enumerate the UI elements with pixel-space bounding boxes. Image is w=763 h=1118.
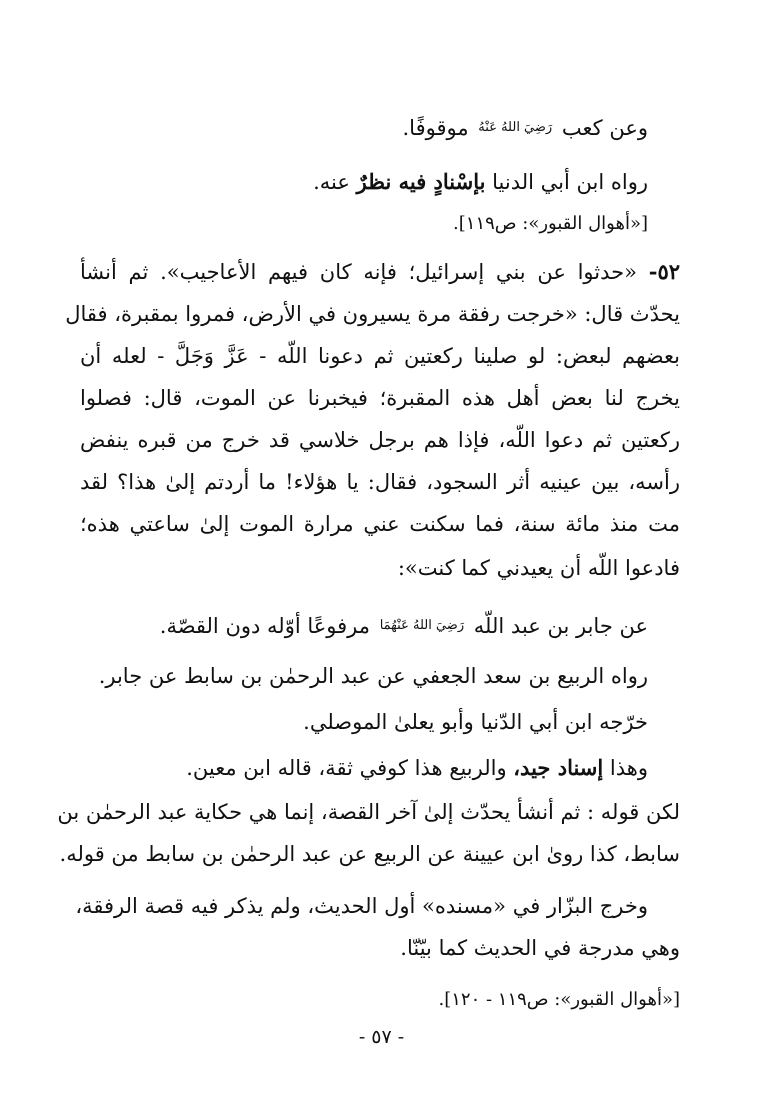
hadith-52-line-1: ٥٢- «حدثوا عن بني إسرائيل؛ فإنه كان فيهم الأعاجيب». ثم أنشأ — [80, 259, 680, 284]
hadith-52-line-5: ركعتين ثم دعوا اللّه، فإذا هم برجل خلاسي قد خرج من قبره ينفض — [80, 428, 680, 452]
hadith-52-line-8: فادعوا اللّه أن يعيدني كما كنت»: — [397, 556, 680, 580]
text-line-lakin-qawluhu-1: لكن قوله : ثم أنشأ يحدّث إلىٰ آخر القصة، إنما هي حكاية عبد الرحمٰن بن — [57, 800, 680, 824]
reference-ahwal-qubur-119: [«أهوال القبور»: ص١١٩]. — [453, 213, 648, 234]
hadith-52-line-4: يخرج لنا بعض أهل هذه المقبرة؛ فيخبرنا عن الموت، قال: فصلوا — [80, 386, 680, 410]
text-line-kharrajahu: خرّجه ابن أبي الدّنيا وأبو يعلىٰ الموصلي. — [303, 710, 648, 734]
page-number: - ٥٧ - — [358, 1026, 405, 1048]
text-line-isnad-jayyid: وهذا إسناد جيد، والربيع هذا كوفي ثقة، قاله ابن معين. — [186, 755, 648, 780]
text-line-lakin-qawluhu-2: سابط، كذا رویٰ ابن عيينة عن الربيع عن عبد الرحمٰن بن سابط من قوله. — [59, 842, 680, 866]
text-line-kaab: وعن كعب رَضِيَ اللهُ عَنْهُ موقوفًا. — [402, 116, 648, 140]
honorific-radiallahu-anhuma: رَضِيَ اللهُ عَنْهُمَا — [379, 618, 465, 633]
page-body — [57, 0, 680, 1118]
hadith-52-line-7: مت منذ مائة سنة، فما سكنت عني مرارة الموت إلىٰ ساعتي هذه؛ — [80, 512, 680, 536]
text-line-bazzar-1: وخرج البزّار في «مسنده» أول الحديث، ولم يذكر فيه قصة الرفقة، — [75, 894, 648, 918]
bold-grading: إسناد جيد، — [513, 755, 604, 780]
hadith-52-line-6: رأسه، بين عينيه أثر السجود، فقال: يا هؤلاء! ما أردتم إلىٰ هذا؟ لقد — [80, 470, 680, 494]
hadith-52-line-3: بعضهم لبعض: لو صلينا ركعتين ثم دعونا اللّه - عَزَّ وَجَلَّ - لعله أن — [80, 344, 680, 368]
text-line-narration-ibn-abi-dunya: رواه ابن أبي الدنيا بإسْنادٍ فيه نظرٌ عنه. — [313, 169, 648, 194]
text-line-bazzar-2: وهي مدرجة في الحديث كما بيّنّا. — [400, 936, 680, 960]
hadith-52-line-2: يحدّث قال: «خرجت رفقة مرة يسيرون في الأرض، فمروا بمقبرة، فقال — [65, 302, 680, 326]
bold-grading: بإسْنادٍ فيه نظرٌ — [356, 169, 486, 194]
hadith-number: ٥٢- — [648, 259, 680, 284]
text-line-jabir: عن جابر بن عبد اللّه رَضِيَ اللهُ عَنْهُمَا مرفوعًا أوّله دون القصّة. — [159, 614, 648, 638]
reference-ahwal-qubur-119-120: [«أهوال القبور»: ص١١٩ - ١٢٠]. — [438, 989, 680, 1010]
honorific-radiallahu-anhu: رَضِيَ اللهُ عَنْهُ — [478, 120, 553, 135]
text-line-rabi: رواه الربيع بن سعد الجعفي عن عبد الرحمٰن بن سابط عن جابر. — [98, 664, 648, 688]
